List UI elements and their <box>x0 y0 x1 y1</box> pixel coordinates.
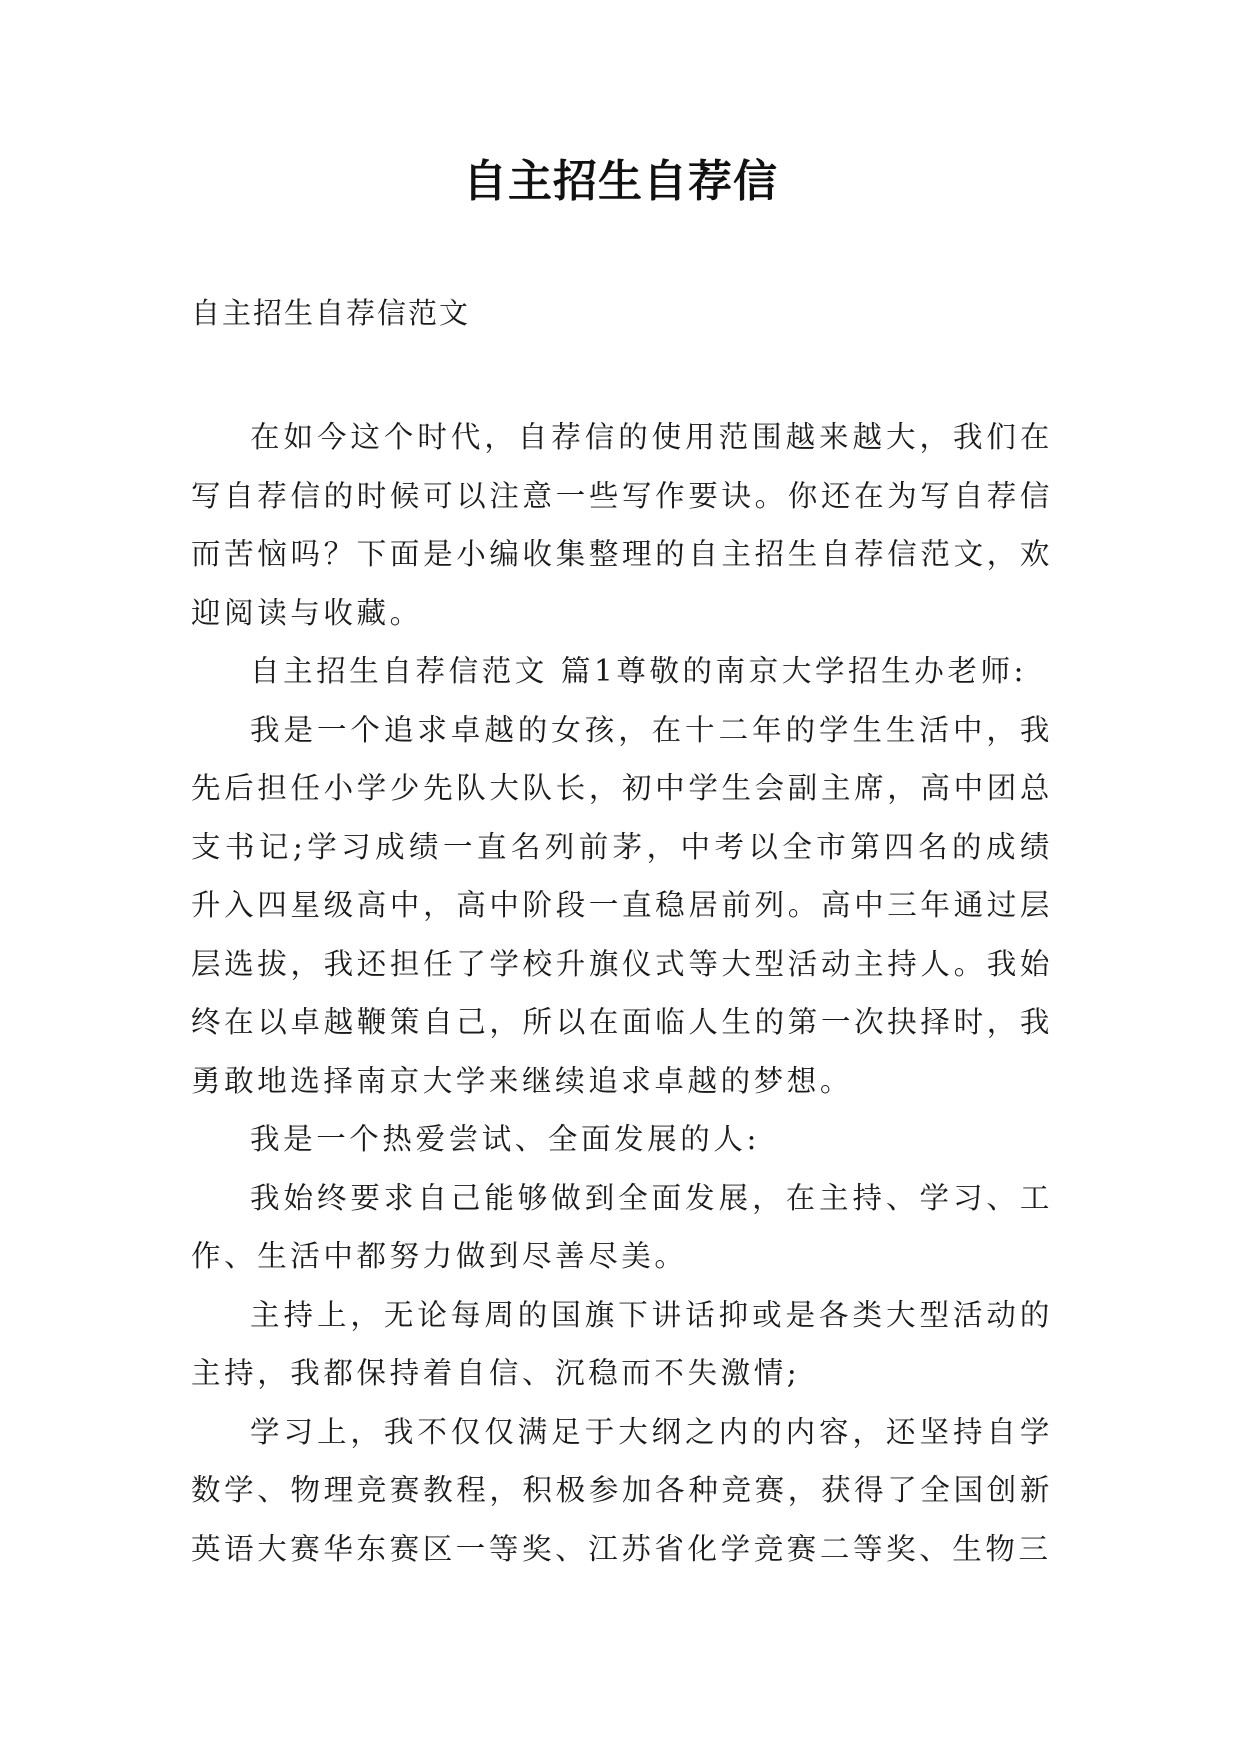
paragraph-intro: 在如今这个时代，自荐信的使用范围越来越大，我们在写自荐信的时候可以注意一些写作要诀。你还在为写自荐信而苦恼吗？下面是小编收集整理的自主招生自荐信范文，欢迎阅读与收藏。 <box>191 420 1053 630</box>
document-title: 自主招生自荐信 <box>463 156 778 207</box>
paragraph-background: 我是一个追求卓越的女孩，在十二年的学生生活中，我先后担任小学少先队大队长，初中学生会副主席，高中团总支书记;学习成绩一直名列前茅，中考以全市第四名的成绩升入四星级高中，高中阶段一直稳居前列。高中三年通过层层选拔，我还担任了学校升旗仪式等大型活动主持人。我始终在以卓越鞭策自己，所以在面临人生的第一次抉择时，我勇敢地选择南京大学来继续追求卓越的梦想。 <box>191 712 1053 1098</box>
paragraph-hosting: 主持上，无论每周的国旗下讲话抑或是各类大型活动的主持，我都保持着自信、沉稳而不失激情; <box>191 1297 1053 1390</box>
paragraph-all-round: 我是一个热爱尝试、全面发展的人: <box>250 1122 761 1156</box>
document-body <box>191 408 1053 1578</box>
document-subtitle: 自主招生自荐信范文 <box>191 296 471 330</box>
paragraph-salutation: 自主招生自荐信范文 篇1尊敬的南京大学招生办老师: <box>250 654 1028 688</box>
paragraph-study: 学习上，我不仅仅满足于大纲之内的内容，还坚持自学数学、物理竞赛教程，积极参加各种竞赛，获得了全国创新英语大赛华东赛区一等奖、江苏省化学竞赛二等奖、生物三 <box>191 1414 1053 1566</box>
paragraph-self-requirement: 我始终要求自己能够做到全面发展，在主持、学习、工作、生活中都努力做到尽善尽美。 <box>191 1180 1053 1273</box>
